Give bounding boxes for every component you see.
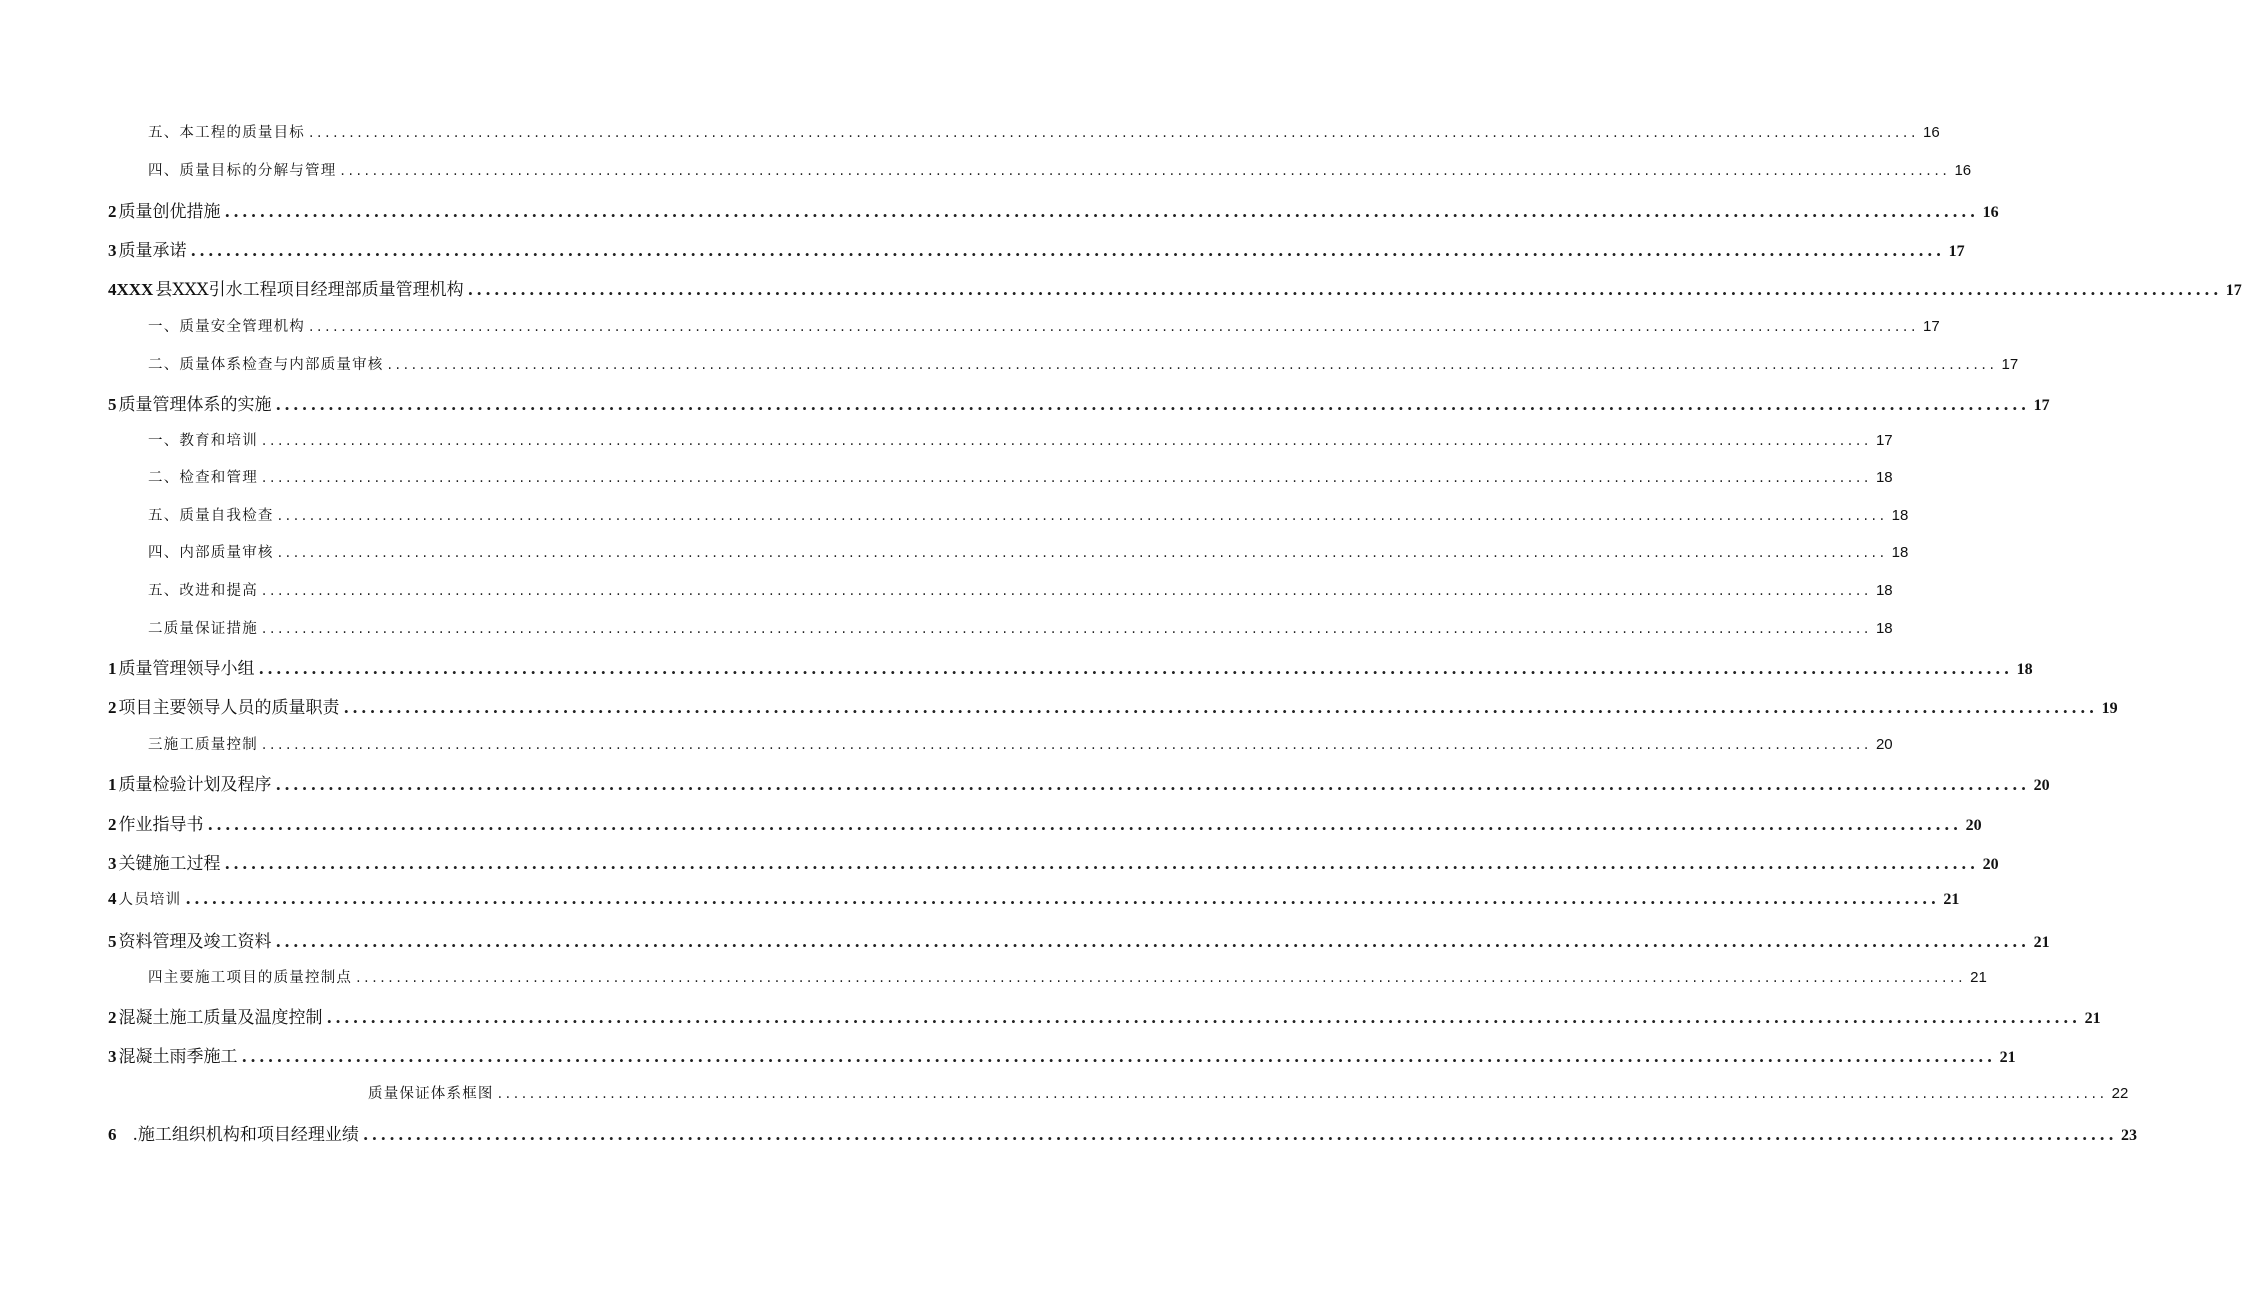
toc-entry[interactable] <box>108 390 2050 415</box>
toc-entry[interactable] <box>108 888 1960 909</box>
toc-entry-page: 16 <box>1954 162 1972 179</box>
toc-leader-dots: ........................................................................................................................................................................................................ <box>224 202 1979 221</box>
toc-leader-dots: ........................................................................................................................................................................................................ <box>275 775 2030 794</box>
toc-entry[interactable] <box>148 466 1893 487</box>
toc-entry-number: 2 <box>108 815 117 834</box>
toc-entry-page: 21 <box>1999 1049 2016 1066</box>
toc-entry[interactable] <box>108 197 1999 222</box>
toc-leader-dots: ........................................................................................................................................................................................................ <box>362 1125 2117 1144</box>
toc-entry-page: 20 <box>1965 817 1982 834</box>
toc-entry-title: 混凝土施工质量及温度控制 <box>118 1008 323 1028</box>
toc-entry-page: 20 <box>2033 777 2050 794</box>
toc-entry-page: 17 <box>1923 318 1940 335</box>
toc-entry-number: 3 <box>108 854 117 873</box>
toc-entry-title: 三施工质量控制 <box>148 737 258 753</box>
toc-entry[interactable] <box>108 275 2242 300</box>
toc-entry-page: 21 <box>2084 1010 2101 1027</box>
toc-leader-dots: ........................................................................................................................................................................................................ <box>261 621 1872 637</box>
toc-entry[interactable] <box>108 810 1982 835</box>
toc-entry-number: 1 <box>108 775 117 794</box>
toc-entry-page: 22 <box>2111 1085 2129 1102</box>
toc-entry-number: 5 <box>108 932 117 951</box>
toc-entry-page: 18 <box>1891 507 1909 524</box>
toc-leader-dots: ........................................................................................................................................................................................................ <box>241 1047 1996 1066</box>
toc-entry-title: 五、质量自我检查 <box>148 508 274 524</box>
toc-leader-dots: ........................................................................................................................................................................................................ <box>224 854 1979 873</box>
toc-leader-dots: ........................................................................................................................................................................................................ <box>340 163 1951 179</box>
toc-entry[interactable] <box>108 770 2050 795</box>
toc-leader-dots: ........................................................................................................................................................................................................ <box>275 932 2030 951</box>
toc-entry[interactable] <box>148 315 1940 336</box>
toc-entry-page: 17 <box>1875 432 1893 449</box>
toc-leader-dots: ........................................................................................................................................................................................................ <box>277 545 1888 561</box>
toc-leader-dots: ........................................................................................................................................................................................................ <box>309 319 1920 335</box>
toc-entry-number: 3 <box>108 1047 117 1066</box>
toc-entry-title: 二、检查和管理 <box>148 470 258 486</box>
toc-leader-dots: ........................................................................................................................................................................................................ <box>309 125 1920 141</box>
toc-entry-title: 四主要施工项目的质量控制点 <box>148 970 353 986</box>
toc-entry-page: 18 <box>1875 620 1893 637</box>
toc-entry-title: 资料管理及竣工资料 <box>118 932 272 952</box>
toc-leader-dots: ........................................................................................................................................................................................................ <box>356 970 1967 986</box>
toc-entry-page: 20 <box>1982 856 1999 873</box>
toc-entry-title: 质量保证体系框图 <box>368 1086 494 1102</box>
toc-entry-page: 21 <box>1943 891 1960 908</box>
toc-entry[interactable] <box>368 1082 2129 1103</box>
toc-entry-title: 质量承诺 <box>118 241 187 261</box>
toc-entry-title: 四、内部质量审核 <box>148 545 274 561</box>
toc-leader-dots: ........................................................................................................................................................................................................ <box>258 659 2013 678</box>
toc-entry-number: 2 <box>108 698 117 717</box>
toc-entry-title: 县XXX引水工程项目经理部质量管理机构 <box>155 280 464 300</box>
toc-entry[interactable] <box>108 693 2118 718</box>
toc-entry-number: 2 <box>108 202 117 221</box>
toc-leader-dots: ........................................................................................................................................................................................................ <box>261 737 1872 753</box>
toc-entry-page: 18 <box>2016 661 2033 678</box>
toc-entry-title: 质量管理领导小组 <box>118 659 255 679</box>
toc-entry-title: 二质量保证措施 <box>148 621 258 637</box>
toc-entry-number: 5 <box>108 395 117 414</box>
toc-entry[interactable] <box>148 733 1893 754</box>
toc-entry[interactable] <box>148 579 1893 600</box>
toc-entry[interactable] <box>148 541 1909 562</box>
toc-entry-title: .施工组织机构和项目经理业绩 <box>132 1125 359 1145</box>
toc-leader-dots: ........................................................................................................................................................................................................ <box>387 357 1998 373</box>
toc-leader-dots: ........................................................................................................................................................................................................ <box>275 395 2030 414</box>
toc-entry-title: 五、改进和提高 <box>148 583 258 599</box>
toc-entry[interactable] <box>108 654 2033 679</box>
toc-entry[interactable] <box>148 353 2019 374</box>
toc-entry-title: 质量创优措施 <box>118 202 221 222</box>
toc-entry-title: 四、质量目标的分解与管理 <box>148 163 337 179</box>
toc-leader-dots: ........................................................................................................................................................................................................ <box>326 1008 2081 1027</box>
toc-entry[interactable] <box>108 1003 2101 1028</box>
toc-entry[interactable] <box>108 1042 2016 1067</box>
toc-entry-page: 16 <box>1923 124 1940 141</box>
toc-leader-dots: ........................................................................................................................................................................................................ <box>261 433 1872 449</box>
toc-leader-dots: ........................................................................................................................................................................................................ <box>497 1086 2108 1102</box>
toc-leader-dots: ........................................................................................................................................................................................................ <box>343 698 2098 717</box>
toc-entry-page: 17 <box>2001 356 2019 373</box>
toc-entry-number: 3 <box>108 241 117 260</box>
toc-entry-title: 一、质量安全管理机构 <box>148 319 305 335</box>
toc-leader-dots: ........................................................................................................................................................................................................ <box>190 241 1945 260</box>
toc-entry-page: 17 <box>2033 397 2050 414</box>
toc-entry-page: 21 <box>1970 969 1987 986</box>
toc-entry-title: 混凝土雨季施工 <box>118 1047 238 1067</box>
toc-entry-page: 17 <box>2225 282 2242 299</box>
toc-entry[interactable] <box>108 927 2050 952</box>
toc-entry[interactable] <box>108 236 1965 261</box>
toc-leader-dots: ........................................................................................................................................................................................................ <box>467 280 2222 299</box>
toc-entry-page: 21 <box>2033 934 2050 951</box>
toc-entry-title: 五、本工程的质量目标 <box>148 125 305 141</box>
toc-entry[interactable] <box>108 849 1999 874</box>
toc-entry-title: 一、教育和培训 <box>148 433 258 449</box>
toc-leader-dots: ........................................................................................................................................................................................................ <box>185 889 1940 908</box>
toc-entry[interactable] <box>148 429 1893 450</box>
toc-entry-number: 4XXX <box>108 280 154 299</box>
toc-entry[interactable] <box>148 617 1893 638</box>
toc-leader-dots: ........................................................................................................................................................................................................ <box>207 815 1962 834</box>
toc-entry-page: 23 <box>2120 1127 2137 1144</box>
toc-entry-page: 16 <box>1982 204 1999 221</box>
toc-entry-page: 20 <box>1875 736 1893 753</box>
toc-entry-page: 18 <box>1891 544 1909 561</box>
toc-entry-title: 人员培训 <box>118 892 182 908</box>
toc-entry[interactable] <box>148 504 1909 525</box>
toc-entry[interactable] <box>148 966 1987 987</box>
toc-entry-number: 2 <box>108 1008 117 1027</box>
toc-leader-dots: ........................................................................................................................................................................................................ <box>277 508 1888 524</box>
toc-entry-title: 关键施工过程 <box>118 854 221 874</box>
toc-entry-title: 作业指导书 <box>118 815 204 835</box>
toc-entry[interactable] <box>148 159 1972 180</box>
toc-leader-dots: ........................................................................................................................................................................................................ <box>261 470 1872 486</box>
toc-entry-title: 质量检验计划及程序 <box>118 775 272 795</box>
toc-entry-title: 项目主要领导人员的质量职责 <box>118 698 340 718</box>
toc-entry-title: 质量管理体系的实施 <box>118 395 272 415</box>
toc-entry-page: 19 <box>2101 700 2118 717</box>
toc-entry-number: 6 <box>108 1125 117 1144</box>
toc-leader-dots: ........................................................................................................................................................................................................ <box>261 583 1872 599</box>
toc-entry[interactable] <box>148 121 1940 142</box>
toc-entry-page: 18 <box>1875 469 1893 486</box>
toc-entry-page: 18 <box>1875 582 1893 599</box>
toc-entry-number: 4 <box>108 889 117 908</box>
toc-entry-title: 二、质量体系检查与内部质量审核 <box>148 357 384 373</box>
toc-entry-page: 17 <box>1948 243 1965 260</box>
toc-entry[interactable] <box>108 1120 2137 1145</box>
toc-entry-number: 1 <box>108 659 117 678</box>
